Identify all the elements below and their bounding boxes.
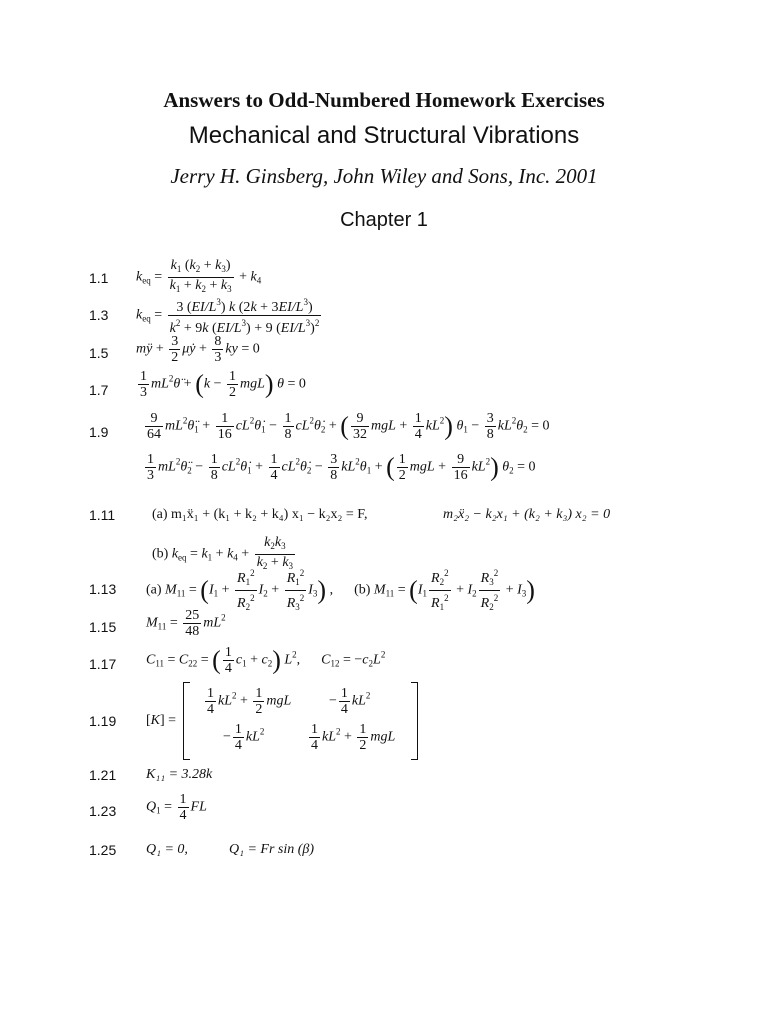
answer-1-3: $k_{eq}$ = $\frac{3 (EI/L^3) k (2k + 3EI/L^3)}{k^2 + 9k (EI/L^3) + 9 (EI/L^3)^2}$: [136, 297, 320, 336]
answer-1-9-eq1: $\frac{9}{64}$ $mL^2\thetä_1$ + $\frac{1}{16}$ $cL^2\thetȧ_1$ − $\frac{1}{8}$ $cL^2\thetȧ_2$ + ( $\frac{9}{32}$ mgL + $\frac{1}{4}$ $kL^2$) $\theta_1$ − $\frac{3}{8}$ $kL^2\theta_2 = 0$: [147, 411, 550, 442]
stiffness-matrix: [183, 682, 418, 760]
problem-number: 1.3: [89, 307, 109, 323]
answer-1-25-b: Q₁ = Fr sin (β): [229, 842, 315, 857]
left-bracket: [183, 682, 190, 760]
chapter-heading: Chapter 1: [340, 209, 428, 231]
problem-number: 1.21: [89, 767, 117, 783]
book-title: Mechanical and Structural Vibrations: [188, 122, 580, 149]
answer-1-23: $Q_1$ = $\frac{1}{4}$ FL: [146, 792, 207, 823]
page-title: Answers to Odd-Numbered Homework Exercises: [163, 88, 605, 112]
right-bracket: [411, 682, 418, 760]
answer-1-5: mÿ + $\frac{3}{2}$ μẏ + $\frac{8}{3}$ ky = 0: [136, 334, 260, 365]
problem-number: 1.25: [89, 842, 117, 858]
answer-1-11-a: (a) m₁ẍ₁ + (k₁ + k₂ + k₄) x₁ − k₂x₂ = F,: [152, 507, 368, 522]
answer-1-17: $C_{11} = C_{22}$ = ( $\frac{1}{4}$ $c_1 + c_2$) $L^2$, $C_{12} = -c_2L^2$: [146, 645, 386, 676]
problem-number: 1.9: [89, 424, 109, 440]
matrix-cell-12: − $\frac{1}{4}$ $kL^2$: [329, 686, 371, 717]
problem-number: 1.5: [89, 345, 109, 361]
matrix-cell-21: − $\frac{1}{4}$ $kL^2$: [223, 722, 265, 753]
problem-number: 1.23: [89, 803, 117, 819]
answer-1-25-a: Q₁ = 0,: [146, 842, 188, 857]
author-line: Jerry H. Ginsberg, John Wiley and Sons, Inc. 2001: [170, 164, 598, 188]
problem-number: 1.19: [89, 713, 117, 729]
problem-number: 1.11: [89, 507, 116, 523]
answer-1-9-eq2: $\frac{1}{3}$ $mL^2\thetä_2$ − $\frac{1}{8}$ $cL^2\thetȧ_1$ + $\frac{1}{4}$ $cL^2\thetȧ_2$ − $\frac{3}{8}$ $kL^2\theta_1$ + ( $\frac{1}{2}$ mgL + $\frac{9}{16}$ $kL^2$) $\theta_2 = 0$: [147, 452, 536, 483]
answer-1-15: $M_{11}$ = $\frac{25}{48}$ $mL^2$: [146, 608, 226, 639]
problem-number: 1.15: [89, 619, 117, 635]
problem-number: 1.1: [89, 270, 109, 286]
problem-number: 1.13: [89, 581, 117, 597]
problem-number: 1.7: [89, 382, 109, 398]
answer-1-21: K₁₁ = 3.28k: [146, 767, 213, 782]
problem-number: 1.17: [89, 656, 117, 672]
answer-1-11-b: (b) $k_{eq} = k_1 + k_4$ + $\frac{k_2k_3}{k_2 + k_3}$: [152, 535, 294, 571]
answer-1-7: $\frac{1}{3}$ $mL^2\thetä + (k$ − $\frac{1}{2}$ mgL) θ = 0: [140, 369, 306, 400]
answer-1-1: $k_{eq}$ = $\frac{k_1 (k_2 + k_3)}{k_1 + k_2 + k_3}$ + $k_4$: [136, 258, 262, 294]
answer-1-11-a-second: m₂ẍ₂ − k₂x₁ + (k₂ + k₃) x₂ = 0: [443, 507, 611, 522]
matrix-cell-22: $\frac{1}{4}$ $kL^2$ + $\frac{1}{2}$ mgL: [311, 722, 396, 753]
answer-1-13: (a) $M_{11} = (I_1$ + $\frac{R_1^2}{R_2^2}$ $I_2$ + $\frac{R_1^2}{R_3^2}$ $I_3$) , (b) $M_{11} = (I_1$ $\frac{R_2^2}{R_1^2}$ + $I_2$ $\frac{R_3^2}{R_2^2}$ + $I_3$): [146, 568, 535, 612]
matrix-cell-11: $\frac{1}{4}$ $kL^2$ + $\frac{1}{2}$ mgL: [207, 686, 292, 717]
answer-1-19-label: [K] =: [146, 713, 177, 728]
